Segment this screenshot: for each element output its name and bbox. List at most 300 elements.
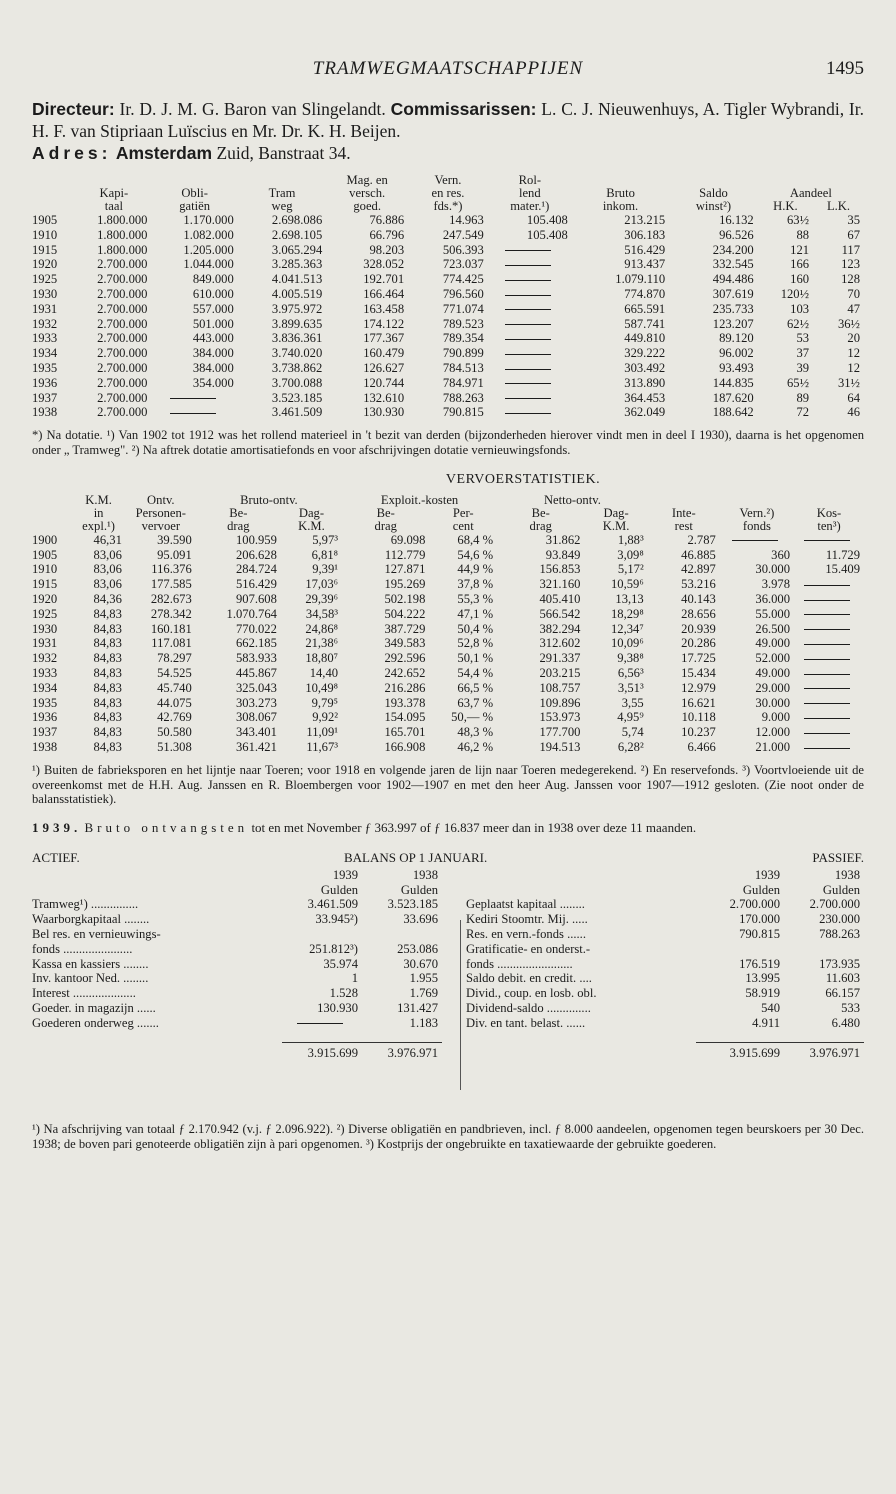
transport-cell: 387.729	[384, 621, 426, 636]
transport-cell: 177.700	[539, 725, 581, 740]
transport-cell: 1,88³	[617, 532, 644, 547]
transport-row	[32, 740, 864, 755]
assets-cell: 1.955	[409, 971, 438, 986]
financial-table-note: *) Na dotatie. ¹) Van 1902 tot 1912 was het rollend materieel in 't bezit van derden (bijzonderheden hierover vindt men in deel I 1930), daarna is het opgenomen onder „ Tramweg". ²) Na aftrek dotatie amortisatiefonds en voor afschrijvingen dotatie vernieuwingsfonds.	[32, 428, 864, 457]
financial-cell	[488, 376, 572, 391]
transport-cell: 502.198	[384, 591, 426, 606]
transport-header-cell: K.M.	[85, 492, 112, 507]
transport-cell: 48,3 %	[457, 725, 494, 740]
financial-row	[32, 243, 864, 258]
financial-row	[32, 361, 864, 376]
transport-statistics-note: ¹) Buiten de fabrieksporen en het lijntje naar Toeren; voor 1918 en volgende jaren de lijn naar Toeren medegerekend. ²) En reservefonds. ³) Voortvloeiende uit de overeenkomst met de H.H. Aug. Janssen en R. Bloembergen voor 1902—1907 en met den heer Aug. Janssen voor 1907—1912 gesloten. (Zie noot onder de balansstatistiek).	[32, 762, 864, 807]
transport-cell: 13,13	[615, 591, 644, 606]
financial-row	[32, 331, 864, 346]
financial-cell: 46	[847, 405, 860, 420]
financial-row	[32, 376, 864, 391]
liabilities-row	[466, 986, 864, 1001]
director-text: Ir. D. J. M. G. Baron van Slingelandt.	[114, 99, 391, 119]
financial-cell: 39	[796, 360, 810, 375]
transport-header-cell: Netto-ontv.	[543, 492, 601, 507]
assets-cell: 3.976.971	[362, 1043, 442, 1061]
transport-cell: 282.673	[150, 591, 192, 606]
transport-cell: 343.401	[235, 725, 277, 740]
financial-cell: 771.074	[442, 301, 484, 316]
financial-cell: 1932	[32, 316, 58, 331]
financial-cell: 1934	[32, 346, 58, 361]
transport-header-cell	[32, 520, 71, 533]
financial-cell: 849.000	[192, 272, 234, 287]
transport-row	[32, 651, 864, 666]
financial-row	[32, 346, 864, 361]
transport-row	[32, 533, 864, 548]
financial-cell: 192.701	[363, 272, 405, 287]
transport-cell	[794, 666, 864, 681]
transport-cell: 46,2 %	[457, 739, 494, 754]
dash-mark	[505, 383, 551, 384]
address-text: Zuid, Banstraat 34.	[212, 143, 351, 163]
financial-cell: 103	[790, 301, 810, 316]
transport-row	[32, 696, 864, 711]
transport-cell: 312.602	[539, 636, 581, 651]
financial-cell: 2.700.000	[97, 375, 148, 390]
assets-cell: Gulden	[320, 882, 358, 897]
financial-cell: 166.464	[363, 286, 405, 301]
dash-mark	[505, 309, 551, 310]
transport-cell: 1938	[32, 739, 58, 754]
transport-cell: 12.979	[681, 680, 716, 695]
financial-cell: 303.492	[624, 360, 666, 375]
financial-cell: 123	[841, 257, 860, 272]
financial-header-cell: Vern.	[434, 173, 462, 187]
liabilities-cell: 533	[841, 1001, 860, 1016]
financial-cell: 494.486	[712, 272, 754, 287]
transport-cell: 54.525	[157, 665, 192, 680]
financial-row	[32, 257, 864, 272]
financial-cell	[488, 317, 572, 332]
liabilities-cell: 1938	[834, 867, 860, 882]
financial-header-row	[32, 200, 864, 213]
balance-sheet	[32, 868, 864, 1120]
financial-header-cell: L.K.	[826, 199, 851, 213]
assets-cell: 33.945²)	[315, 912, 358, 927]
transport-cell: 46,31	[93, 532, 122, 547]
assets-cell: Kassa en kassiers ........	[32, 956, 149, 971]
assets-cell: fonds ......................	[32, 941, 133, 956]
assets-cell: 3.915.699	[282, 1043, 362, 1061]
transport-cell: 9,39¹	[312, 562, 339, 577]
assets-total-row	[32, 1043, 442, 1061]
transport-cell: 9,38⁸	[617, 651, 644, 666]
assets-row	[32, 927, 442, 942]
financial-header-cell: winst²)	[695, 199, 732, 213]
transport-row	[32, 577, 864, 592]
transport-cell: 177.585	[150, 577, 192, 592]
transport-header-cell: Vern.²)	[739, 505, 775, 520]
dash-mark	[804, 718, 850, 719]
financial-cell: 774.425	[442, 272, 484, 287]
financial-row	[32, 213, 864, 228]
financial-header-cell: Kapi-	[99, 186, 129, 200]
financial-cell: 516.429	[624, 242, 666, 257]
address-label: Adres:	[32, 143, 112, 163]
transport-cell: 1910	[32, 562, 58, 577]
financial-cell: 12	[847, 346, 860, 361]
financial-cell: 1.044.000	[183, 257, 234, 272]
assets-cell	[362, 927, 442, 942]
financial-cell: 235.733	[712, 301, 754, 316]
liabilities-cell: 11.603	[825, 971, 860, 986]
financial-cell: 93.493	[719, 360, 754, 375]
financial-cell: 130.930	[363, 405, 405, 420]
transport-cell: 10.237	[681, 725, 716, 740]
assets-row	[32, 942, 442, 957]
commissioners-text: L. C. J. Nieuwenhuys, A. Tigler Wybrandi, Ir. H. F. van Stipriaan Luïscius en Mr. Dr. K. H. Beijen.	[32, 99, 865, 141]
assets-row	[32, 1001, 442, 1016]
liabilities-row	[466, 912, 864, 927]
transport-row	[32, 592, 864, 607]
financial-cell	[488, 302, 572, 317]
transport-row	[32, 636, 864, 651]
dash-mark	[804, 644, 850, 645]
liabilities-cell: 3.915.699	[696, 1043, 784, 1061]
transport-cell: 18,80⁷	[305, 651, 339, 666]
transport-header-cell: drag	[374, 518, 397, 533]
assets-row	[32, 897, 442, 912]
transport-cell: 84,83	[93, 680, 122, 695]
transport-cell: 292.596	[384, 651, 426, 666]
financial-cell	[488, 361, 572, 376]
financial-cell: 306.183	[624, 227, 666, 242]
financial-cell: 501.000	[192, 316, 234, 331]
transport-cell: 30.000	[755, 695, 791, 710]
financial-cell	[488, 243, 572, 258]
transport-cell	[794, 577, 864, 592]
transport-cell: 69.098	[390, 532, 426, 547]
transport-cell: 68,4 %	[457, 532, 494, 547]
financial-header-cell	[32, 187, 76, 200]
transport-cell: 63,7 %	[457, 695, 494, 710]
transport-cell: 360	[771, 547, 791, 562]
transport-cell: 445.867	[235, 665, 277, 680]
transport-cell: 84,83	[93, 710, 122, 725]
transport-header-cell: K.M.	[298, 518, 325, 533]
dash-mark	[505, 339, 551, 340]
assets-cell: 35.974	[323, 956, 358, 971]
financial-cell: 3.285.363	[271, 257, 323, 272]
transport-header-cell: in	[93, 505, 104, 520]
financial-cell: 36½	[837, 316, 860, 331]
transport-cell	[794, 651, 864, 666]
transport-cell: 15.434	[681, 665, 716, 680]
financial-cell: 47	[847, 301, 860, 316]
liabilities-cell: 170.000	[739, 912, 780, 927]
financial-cell: 3.700.088	[271, 375, 323, 390]
transport-header-cell: drag	[227, 518, 250, 533]
balance-note: ¹) Na afschrijving van totaal ƒ 2.170.942 (v.j. ƒ 2.096.922). ²) Diverse obligatiën en pandbrieven, incl. ƒ 8.000 aandeelen, opgenomen tegen beurskoers per 30 Dec. 1938; de boven pari genoteerde obligatiën zijn à pari opgenomen. ³) Kostprijs der ongebruikte en taxatiewaarde der gebruikte goederen.	[32, 1121, 864, 1151]
assets-cell	[282, 927, 362, 942]
financial-cell: 62½	[786, 316, 810, 331]
financial-cell: 1.800.000	[97, 227, 148, 242]
assets-cell: 1.183	[409, 1015, 438, 1030]
transport-cell: 83,06	[93, 577, 122, 592]
transport-cell: 10,09⁶	[611, 636, 644, 651]
transport-cell: 93.849	[545, 547, 581, 562]
transport-cell	[794, 740, 864, 755]
transport-cell: 50,4 %	[457, 621, 494, 636]
transport-cell: 55,3 %	[457, 591, 494, 606]
assets-cell	[32, 883, 282, 898]
financial-header-cell: Mag. en	[346, 173, 388, 187]
page	[32, 58, 864, 1151]
assets-cell: Goederen onderweg .......	[32, 1015, 159, 1030]
liabilities-cell: 2.700.000	[809, 897, 860, 912]
transport-cell: 3,09⁸	[617, 547, 644, 562]
transport-header-cell: Ontv.	[147, 492, 175, 507]
transport-cell: 10,49⁸	[305, 680, 339, 695]
financial-cell: 1925	[32, 272, 58, 287]
transport-cell: 12.000	[755, 725, 791, 740]
transport-header-cell	[32, 507, 71, 520]
liabilities-cell: Gratificatie- en onderst.-	[466, 941, 591, 956]
transport-cell: 1932	[32, 651, 58, 666]
assets-cell: 1939	[332, 867, 358, 882]
financial-header-cell: Bruto	[606, 186, 635, 200]
transport-cell: 84,83	[93, 725, 122, 740]
financial-header-cell: goed.	[353, 199, 382, 213]
transport-cell: 5,97³	[312, 532, 339, 547]
financial-cell: 1930	[32, 286, 58, 301]
liabilities-cell: Gulden	[742, 882, 780, 897]
dash-mark	[804, 748, 850, 749]
transport-cell	[794, 592, 864, 607]
liabilities-cell: 2.700.000	[729, 897, 780, 912]
page-number: 1495	[826, 58, 864, 79]
financial-cell	[488, 257, 572, 272]
financial-cell: 105.408	[526, 227, 568, 242]
transport-cell: 109.896	[539, 695, 581, 710]
liabilities-cell	[696, 1031, 784, 1043]
financial-cell: 96.526	[719, 227, 754, 242]
financial-cell: 354.000	[192, 375, 234, 390]
transport-cell: 47,1 %	[457, 606, 494, 621]
transport-cell: 1925	[32, 606, 58, 621]
transport-cell	[794, 636, 864, 651]
assets-cell: 253.086	[397, 941, 438, 956]
revenue-1939-label: Bruto ontvangsten	[84, 820, 249, 836]
financial-header-cell: H.K.	[773, 199, 798, 213]
financial-cell: 70	[847, 286, 860, 301]
financial-cell: 506.393	[442, 242, 484, 257]
transport-cell: 51.308	[157, 739, 192, 754]
financial-cell: 12	[847, 360, 860, 375]
transport-cell: 31.862	[545, 532, 581, 547]
dash-mark	[804, 629, 850, 630]
dash-mark	[505, 354, 551, 355]
liabilities-row	[466, 897, 864, 912]
liabilities-year-row	[466, 868, 864, 883]
financial-cell: 1931	[32, 301, 58, 316]
financial-cell: 2.700.000	[97, 272, 148, 287]
financial-cell: 789.354	[442, 331, 484, 346]
transport-cell: 95.091	[157, 547, 192, 562]
transport-cell: 44,9 %	[457, 562, 494, 577]
assets-cell	[362, 1031, 442, 1043]
transport-cell: 566.542	[539, 606, 581, 621]
liabilities-cell: Saldo debit. en credit. ....	[466, 971, 592, 986]
financial-cell: 117	[841, 242, 860, 257]
transport-cell: 3.978	[761, 577, 791, 592]
transport-cell: 325.043	[235, 680, 277, 695]
transport-cell: 6,56³	[617, 665, 644, 680]
financial-cell: 132.610	[363, 390, 405, 405]
dash-mark	[505, 413, 551, 414]
financial-cell: 160.479	[363, 346, 405, 361]
transport-cell: 127.871	[384, 562, 426, 577]
transport-cell	[794, 725, 864, 740]
liabilities-cell: 4.911	[752, 1015, 780, 1030]
transport-header-cell: expl.¹)	[82, 518, 115, 533]
financial-header-cell	[32, 200, 76, 213]
dash-mark	[505, 250, 551, 251]
transport-cell: 1930	[32, 621, 58, 636]
liabilities-cell: 3.976.971	[784, 1043, 864, 1061]
financial-header-cell: Tram	[268, 186, 296, 200]
financial-cell	[488, 272, 572, 287]
financial-cell: 3.740.020	[271, 346, 323, 361]
liabilities-row	[466, 942, 864, 957]
transport-cell: 42.897	[681, 562, 716, 577]
transport-cell: 50,— %	[451, 710, 494, 725]
financial-cell: 2.700.000	[97, 286, 148, 301]
transport-cell: 1934	[32, 680, 58, 695]
assets-row	[32, 957, 442, 972]
transport-cell: 907.608	[235, 591, 277, 606]
financial-cell: 31½	[837, 375, 860, 390]
assets-cell: Waarborgkapitaal ........	[32, 912, 150, 927]
liabilities-cell: Divid., coup. en losb. obl.	[466, 986, 597, 1001]
assets-cell: 1	[351, 971, 358, 986]
financial-table	[32, 174, 864, 420]
liabilities-cell: 540	[761, 1001, 780, 1016]
transport-cell: 117.081	[151, 636, 192, 651]
transport-header-cell: Exploit.-kosten	[380, 492, 459, 507]
transport-cell: 2.787	[687, 532, 716, 547]
financial-cell: 723.037	[442, 257, 484, 272]
transport-cell: 9,79⁵	[311, 695, 339, 710]
liabilities-row	[466, 957, 864, 972]
transport-header-cell	[794, 494, 864, 507]
financial-cell: 98.203	[369, 242, 405, 257]
transport-cell: 100.959	[235, 532, 277, 547]
assets-row	[32, 1016, 442, 1031]
financial-cell	[151, 391, 237, 406]
liabilities-cell: 13.995	[745, 971, 780, 986]
financial-cell: 35	[847, 213, 860, 227]
financial-header-cell: versch.	[349, 186, 386, 200]
financial-row	[32, 302, 864, 317]
transport-cell: 662.185	[235, 636, 277, 651]
transport-cell: 44.075	[157, 695, 192, 710]
liabilities-cell	[784, 1031, 864, 1043]
financial-row	[32, 228, 864, 243]
assets-cell: 1938	[412, 867, 438, 882]
financial-cell: 188.642	[712, 405, 754, 420]
assets-cell	[282, 1031, 362, 1043]
financial-cell: 364.453	[624, 390, 666, 405]
transport-cell: 1931	[32, 636, 58, 651]
transport-row	[32, 666, 864, 681]
financial-row	[32, 391, 864, 406]
transport-cell: 303.273	[235, 695, 277, 710]
financial-cell: 1.800.000	[97, 242, 148, 257]
financial-cell: 587.741	[624, 316, 666, 331]
financial-row	[32, 287, 864, 302]
transport-cell: 516.429	[235, 577, 277, 592]
transport-cell: 11,09¹	[306, 725, 339, 740]
transport-header-cell: Dag-	[298, 505, 325, 520]
transport-cell: 20.939	[681, 621, 716, 636]
financial-row	[32, 272, 864, 287]
financial-header-cell: weg	[271, 199, 293, 213]
financial-cell	[151, 405, 237, 420]
company-intro	[32, 98, 864, 164]
transport-header-cell	[32, 494, 71, 507]
assets-table	[32, 868, 442, 1061]
transport-cell: 278.342	[150, 606, 192, 621]
financial-cell: 610.000	[192, 286, 234, 301]
financial-cell: 790.899	[442, 346, 484, 361]
transport-cell: 108.757	[539, 680, 581, 695]
transport-row	[32, 710, 864, 725]
financial-cell	[488, 391, 572, 406]
financial-cell: 1938	[32, 405, 58, 420]
transport-cell: 84,83	[93, 739, 122, 754]
assets-row	[32, 912, 442, 927]
liabilities-row	[466, 927, 864, 942]
financial-cell	[488, 346, 572, 361]
transport-cell: 40.143	[681, 591, 716, 606]
assets-cell: 131.427	[397, 1001, 438, 1016]
dash-mark	[297, 1023, 343, 1024]
financial-cell: 65½	[786, 375, 810, 390]
transport-row	[32, 681, 864, 696]
transport-cell	[794, 696, 864, 711]
financial-cell: 3.836.361	[271, 331, 323, 346]
revenue-1939	[32, 821, 864, 836]
liabilities-cell: Res. en vern.-fonds ......	[466, 927, 586, 942]
financial-cell: 160	[790, 272, 810, 287]
transport-header-cell: Be-	[531, 505, 550, 520]
financial-cell: 20	[847, 331, 860, 346]
financial-cell: 774.870	[624, 286, 666, 301]
revenue-1939-text: tot en met November ƒ 363.997 of ƒ 16.837 meer dan in 1938 over deze 11 maanden.	[248, 820, 697, 836]
transport-cell	[794, 533, 864, 548]
assets-cell: Goeder. in magazijn ......	[32, 1001, 156, 1016]
financial-cell: 443.000	[192, 331, 234, 346]
transport-cell: 193.378	[384, 695, 426, 710]
liabilities-cell: 176.519	[739, 956, 780, 971]
transport-cell: 83,06	[93, 547, 122, 562]
transport-cell: 9,92²	[312, 710, 339, 725]
transport-cell: 39.590	[157, 532, 192, 547]
transport-cell: 21,38⁶	[305, 636, 339, 651]
financial-cell: 784.513	[442, 360, 484, 375]
assets-row	[32, 971, 442, 986]
assets-cell: 3.461.509	[307, 897, 358, 912]
financial-cell: 187.620	[712, 390, 754, 405]
financial-cell: 96.002	[719, 346, 754, 361]
transport-header-cell: Inte-	[671, 505, 696, 520]
